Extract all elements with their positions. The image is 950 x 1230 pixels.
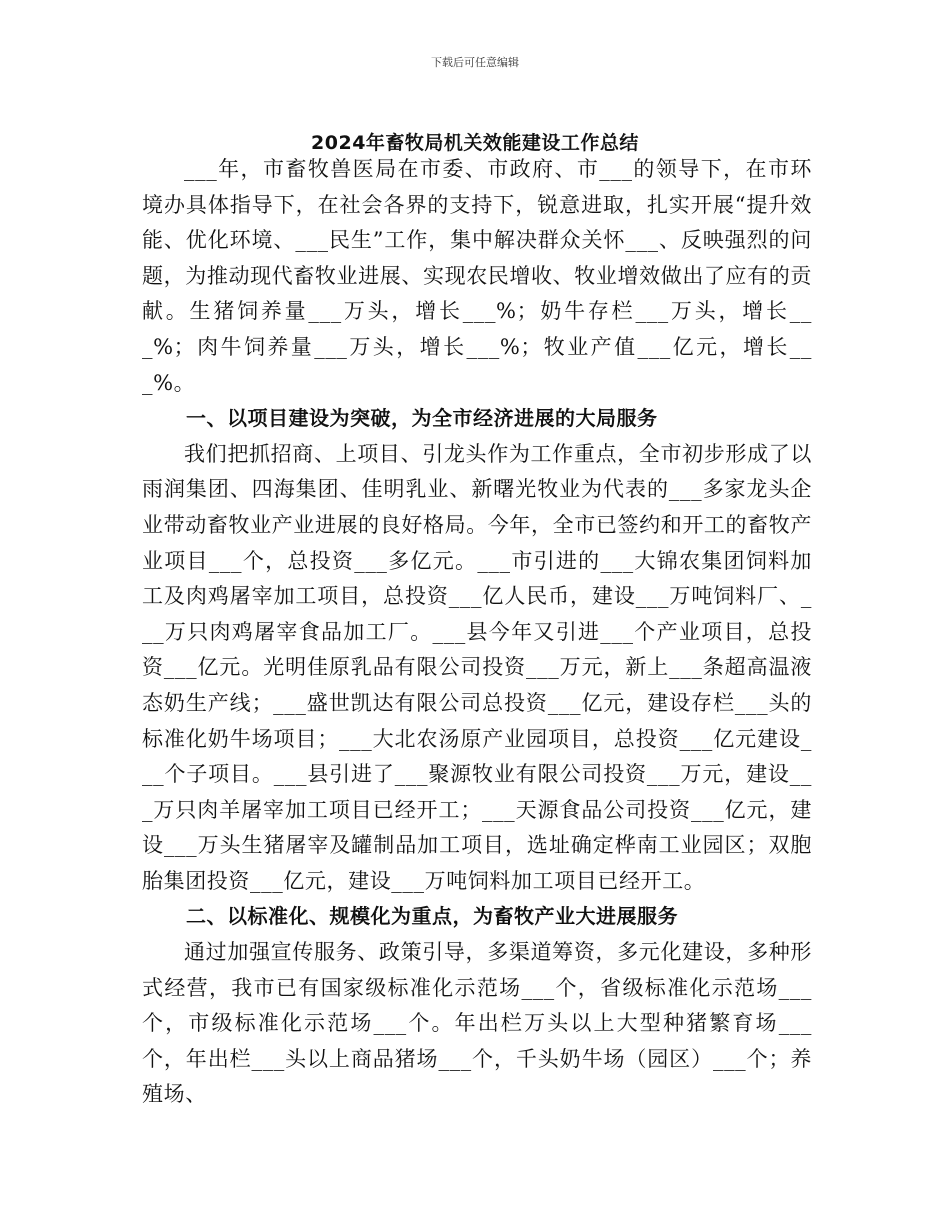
section-heading-1: 一、以项目建设为突破，为全市经济进展的大局服务 (186, 406, 658, 431)
section-2-paragraph: 通过加强宣传服务、政策引导，多渠道筹资，多元化建设，多种形式经营，我市已有国家级标准化示范场___个，省级标准化示范场___个，市级标准化示范场___个。年出栏万头以上大型种猪繁育场___个，年出栏___头以上商品猪场___个，千头奶牛场（园区）___个；养殖场、 (142, 940, 812, 1107)
section-heading-2: 二、以标准化、规模化为重点，为畜牧产业大进展服务 (186, 904, 678, 929)
header-note: 下载后可任意编辑 (431, 56, 519, 69)
document-title: 2024年畜牧局机关效能建设工作总结 (311, 132, 639, 154)
section-1-paragraph: 我们把抓招商、上项目、引龙头作为工作重点，全市初步形成了以雨润集团、四海集团、佳明乳业、新曙光牧业为代表的___多家龙头企业带动畜牧业产业进展的良好格局。今年，全市已签约和开工的畜牧产业项目___个，总投资___多亿元。___市引进的___大锦农集团饲料加工及肉鸡屠宰加工项目，总投资___亿人民币，建设___万吨饲料厂、___万只肉鸡屠宰食品加工厂。___县今年又引进___个产业项目，总投资___亿元。光明佳原乳品有限公司投资___万元，新上___条超高温液态奶生产线；___盛世凯达有限公司总投资___亿元，建设存栏___头的标准化奶牛场项目；___大北农汤原产业园项目，总投资___亿元建设___个子项目。___县引进了___聚源牧业有限公司投资___万元，建设___万只肉羊屠宰加工项目已经开工；___天源食品公司投资___亿元，建设___万头生猪屠宰及罐制品加工项目，选址确定桦南工业园区；双胞胎集团投资___亿元，建设___万吨饲料加工项目已经开工。 (142, 441, 812, 893)
document-body (142, 152, 812, 1113)
intro-paragraph: ___年，市畜牧兽医局在市委、市政府、市___的领导下，在市环境办具体指导下，在社会各界的支持下，锐意进取，扎实开展“提升效能、优化环境、___民生”工作，集中解决群众关怀___、反映强烈的问题，为推动现代畜牧业进展、实现农民增收、牧业增效做出了应有的贡献。生猪饲养量___万头，增长___%；奶牛存栏___万头，增长___%；肉牛饲养量___万头，增长___%；牧业产值___亿元，增长___%。 (142, 157, 812, 395)
